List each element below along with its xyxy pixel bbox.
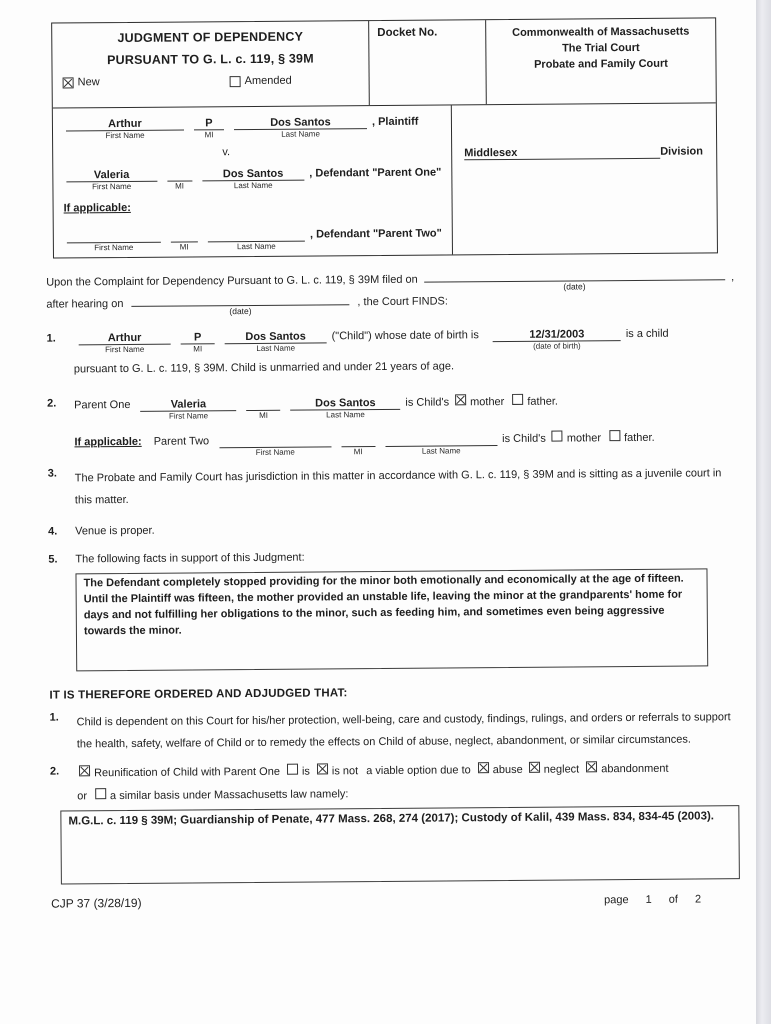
parent-one-row	[61, 166, 442, 192]
finding-2-number: 2.	[47, 397, 57, 410]
checkbox-neglect[interactable]	[529, 762, 540, 773]
finding-2-line1	[74, 392, 735, 421]
mi-label: MI	[259, 410, 268, 420]
intro-line-1	[46, 271, 735, 292]
mi-label: MI	[179, 242, 189, 252]
parent-one-first-name-field[interactable]	[66, 168, 157, 192]
parent-two-mi	[183, 230, 186, 242]
parent-two-mi-field[interactable]	[171, 229, 198, 252]
plaintiff-mi: P	[205, 117, 213, 130]
of-label: of	[668, 893, 678, 906]
finding-1-line2: pursuant to G. L. c. 119, § 39M. Child is unmarried and under 21 years of age.	[73, 360, 455, 376]
first-name-label: First Name	[168, 411, 209, 421]
if-applicable-label: If applicable:	[74, 435, 142, 449]
plaintiff-last-name: Dos Santos	[270, 116, 331, 129]
page-indicator	[604, 893, 701, 906]
neglect-label: neglect	[543, 763, 580, 776]
intro-line1-text: Upon the Complaint for Dependency Pursuant to G. L. c. 119, § 39M filed on	[46, 273, 418, 289]
parties-cell	[53, 105, 453, 257]
ordered-heading: IT IS THEREFORE ORDERED AND ADJUDGED THAT:	[49, 687, 348, 702]
finding-1-end-text: is a child	[625, 327, 669, 341]
mother-label: mother	[566, 432, 602, 445]
parent-one-last-name-field[interactable]	[202, 167, 304, 191]
f2-parent-two-last	[440, 433, 443, 445]
mi-label: MI	[204, 130, 214, 140]
parent-two-row	[62, 227, 442, 253]
order-2-number: 2.	[49, 765, 60, 778]
order-1-number: 1.	[49, 711, 59, 724]
amended-label: Amended	[244, 74, 292, 88]
child-mi-field[interactable]	[181, 331, 215, 354]
first-name-label: First Name	[94, 242, 134, 253]
father-label: father.	[624, 431, 655, 445]
form-number: CJP 37 (3/28/19)	[51, 895, 142, 911]
parent-two-label: Parent Two	[153, 435, 210, 448]
checkbox-abuse[interactable]	[478, 762, 489, 773]
versus-label: v.	[222, 146, 231, 159]
parent-two-last-name-field[interactable]	[208, 229, 305, 252]
checkbox-similar-basis[interactable]	[95, 788, 106, 799]
docket-number-cell[interactable]	[368, 20, 487, 105]
date-of-birth-field[interactable]	[493, 328, 621, 351]
citation-text: M.G.L. c. 119 § 39M; Guardianship of Penate, 477 Mass. 268, 274 (2017); Custody of Kalil, 439 Mass. 834, 834-45 (2003).	[68, 810, 715, 828]
header-row-1	[52, 18, 716, 107]
if-applicable-label: If applicable:	[63, 201, 131, 215]
is-label: is	[301, 765, 310, 778]
court-cell	[486, 18, 716, 104]
date-of-birth: 12/31/2003	[529, 328, 585, 341]
date-label: (date)	[563, 281, 586, 292]
f2-parent-two-mi-field[interactable]	[341, 434, 375, 457]
plaintiff-first-name-field[interactable]	[66, 117, 184, 141]
f2-parent-two-last-field[interactable]	[385, 433, 497, 456]
finding-1-line1	[74, 327, 735, 355]
last-name-label: Last Name	[237, 241, 276, 252]
similar-basis-text: a similar basis under Massachusetts law namely:	[109, 788, 349, 803]
checkbox-new[interactable]	[63, 77, 74, 88]
checkbox-abandonment[interactable]	[586, 761, 597, 772]
finding-5-number: 5.	[48, 553, 58, 566]
parent-two-last-name	[255, 229, 258, 241]
checkbox-is-not[interactable]	[317, 763, 328, 774]
checkbox-parent-two-father[interactable]	[609, 430, 620, 441]
is-not-label: is not	[331, 765, 359, 778]
last-name-label: Last Name	[256, 343, 296, 353]
new-label: New	[77, 76, 100, 89]
parent-one-first-name: Valeria	[93, 168, 130, 182]
child-last-name-field[interactable]	[225, 330, 327, 353]
abandonment-label: abandonment	[601, 762, 669, 776]
intro-line2-end: , the Court FINDS:	[357, 295, 448, 309]
checkbox-amended[interactable]	[230, 76, 241, 87]
father-label: father.	[527, 395, 558, 408]
mi-label: MI	[175, 181, 185, 191]
f2-parent-two-mi	[357, 434, 360, 446]
f2-parent-one-mi-field[interactable]	[246, 398, 280, 420]
child-first-name: Arthur	[107, 331, 142, 345]
f2-mid-text: is Child's	[405, 396, 450, 409]
form-title-line1: JUDGMENT OF DEPENDENCY	[117, 29, 304, 46]
order-1-text: Child is dependent on this Court for his/her protection, well-being, care and custody, findings, rulings, and orders or referrals to support the health, safety, welfare of Child or to remedy the effects on Child of abuse, neglect, abandonment, or similar circumstances.	[76, 711, 731, 751]
f2-parent-two-first-field[interactable]	[219, 434, 331, 457]
court-line1: Commonwealth of Massachusetts	[512, 25, 690, 39]
finding-2-line2	[74, 429, 735, 457]
plaintiff-suffix: , Plaintiff	[371, 115, 419, 129]
dob-label: (date of birth)	[533, 341, 581, 351]
division-field[interactable]	[464, 146, 660, 161]
division-label: Division	[660, 145, 704, 158]
finding-5	[48, 548, 736, 565]
plaintiff-row	[61, 115, 441, 141]
f2-parent-two-first	[274, 435, 277, 447]
parent-one-label: Parent One	[74, 398, 131, 412]
or-label: or	[77, 790, 88, 803]
mother-label: mother	[470, 396, 505, 409]
page-total: 2	[694, 893, 702, 906]
parent-one-mi-field[interactable]	[167, 168, 192, 191]
plaintiff-first-name: Arthur	[108, 117, 142, 131]
first-name-label: First Name	[92, 181, 132, 192]
last-name-label: Last Name	[281, 129, 320, 139]
division-value: Middlesex	[464, 146, 518, 160]
parent-one-mi	[178, 169, 181, 181]
form-body	[46, 271, 739, 910]
facts-textbox[interactable]	[75, 568, 708, 671]
f2-parent-one-first-field[interactable]	[140, 398, 236, 421]
finding-1-number: 1.	[46, 332, 56, 345]
reunification-text: Reunification of Child with Parent One	[93, 765, 280, 780]
page-number: 1	[645, 893, 652, 906]
abuse-label: abuse	[492, 763, 523, 777]
checkbox-parent-one-father[interactable]	[512, 394, 523, 405]
parent-one-last-name: Dos Santos	[222, 167, 284, 181]
hearing-date-field[interactable]	[131, 304, 349, 317]
order-2-line2	[77, 783, 738, 802]
page-label: page	[604, 894, 629, 907]
finding-3	[48, 462, 736, 511]
filed-on-date-field[interactable]	[424, 279, 725, 292]
f2-parent-one-last: Dos Santos	[315, 397, 376, 410]
child-first-name-field[interactable]	[79, 331, 171, 355]
last-name-label: Last Name	[326, 410, 365, 420]
mi-label: MI	[353, 447, 363, 457]
docket-label: Docket No.	[377, 26, 438, 39]
intro-line-2	[46, 293, 734, 317]
plaintiff-last-name-field[interactable]	[234, 116, 367, 139]
order-1	[50, 706, 738, 755]
parent-two-suffix: , Defendant "Parent Two"	[309, 227, 442, 241]
intro-line1-comma: ,	[731, 271, 735, 284]
plaintiff-mi-field[interactable]	[194, 117, 224, 140]
finding-2	[47, 392, 735, 457]
checkbox-is[interactable]	[287, 764, 298, 775]
f2-parent-one-mi	[262, 398, 265, 410]
parent-one-suffix: , Defendant "Parent One"	[309, 166, 442, 180]
viable-text: a viable option due to	[366, 764, 471, 778]
form-header-table	[51, 17, 718, 258]
finding-4	[48, 520, 736, 537]
parent-two-first-name	[112, 230, 115, 242]
finding-3-text: The Probate and Family Court has jurisdiction in this matter in accordance with G. L. c. 119, § 39M and is sitting as a juvenile court in this matter.	[74, 467, 722, 507]
court-line2: The Trial Court	[562, 41, 640, 55]
intro-line2-text: after hearing on	[46, 297, 124, 311]
page-footer	[51, 891, 739, 910]
first-name-label: First Name	[255, 447, 295, 457]
division-cell	[452, 103, 717, 254]
first-name-label: First Name	[105, 344, 145, 355]
finding-3-number: 3.	[47, 467, 57, 480]
finding-4-number: 4.	[48, 525, 58, 538]
finding-1	[47, 327, 735, 375]
order-2	[50, 760, 738, 802]
checkbox-reunification[interactable]	[79, 765, 90, 776]
finding-5-text: The following facts in support of this Judgment:	[75, 551, 305, 566]
finding-4-text: Venue is proper.	[75, 524, 155, 538]
f2-mid2-text: is Child's	[502, 432, 546, 446]
mi-label: MI	[193, 344, 203, 354]
child-mi: P	[193, 331, 202, 344]
court-line3: Probate and Family Court	[534, 57, 668, 71]
scan-edge	[756, 0, 771, 1024]
form-title-line2: PURSUANT TO G. L. c. 119, § 39M	[107, 51, 314, 68]
facts-text: The Defendant completely stopped providing for the minor both emotionally and economically at the age of fifteen. Until the Plaintiff was fifteen, the mother provided an unstable life, leaving the minor at the grandparents' home for days and not fulfilling her obligations to the minor, such as feeding him, and sometimes even being aggressive towards the minor.	[83, 572, 684, 638]
if-applicable-row	[64, 195, 442, 216]
new-amended-row	[59, 74, 363, 88]
child-last-name: Dos Santos	[245, 330, 306, 344]
date-label: (date)	[229, 305, 252, 317]
order-2-line1	[77, 760, 738, 779]
last-name-label: Last Name	[233, 180, 273, 191]
parent-two-first-name-field[interactable]	[67, 230, 161, 253]
checkbox-parent-two-mother[interactable]	[552, 431, 563, 442]
finding-1-mid-text: ("Child") whose date of birth is	[331, 329, 479, 343]
title-cell	[52, 21, 369, 107]
header-row-2	[53, 102, 717, 257]
f2-parent-one-first: Valeria	[170, 398, 207, 411]
last-name-label: Last Name	[421, 446, 461, 456]
citation-textbox[interactable]	[60, 805, 740, 884]
checkbox-parent-one-mother[interactable]	[455, 394, 466, 405]
f2-parent-one-last-field[interactable]	[290, 397, 400, 420]
first-name-label: First Name	[105, 130, 145, 141]
